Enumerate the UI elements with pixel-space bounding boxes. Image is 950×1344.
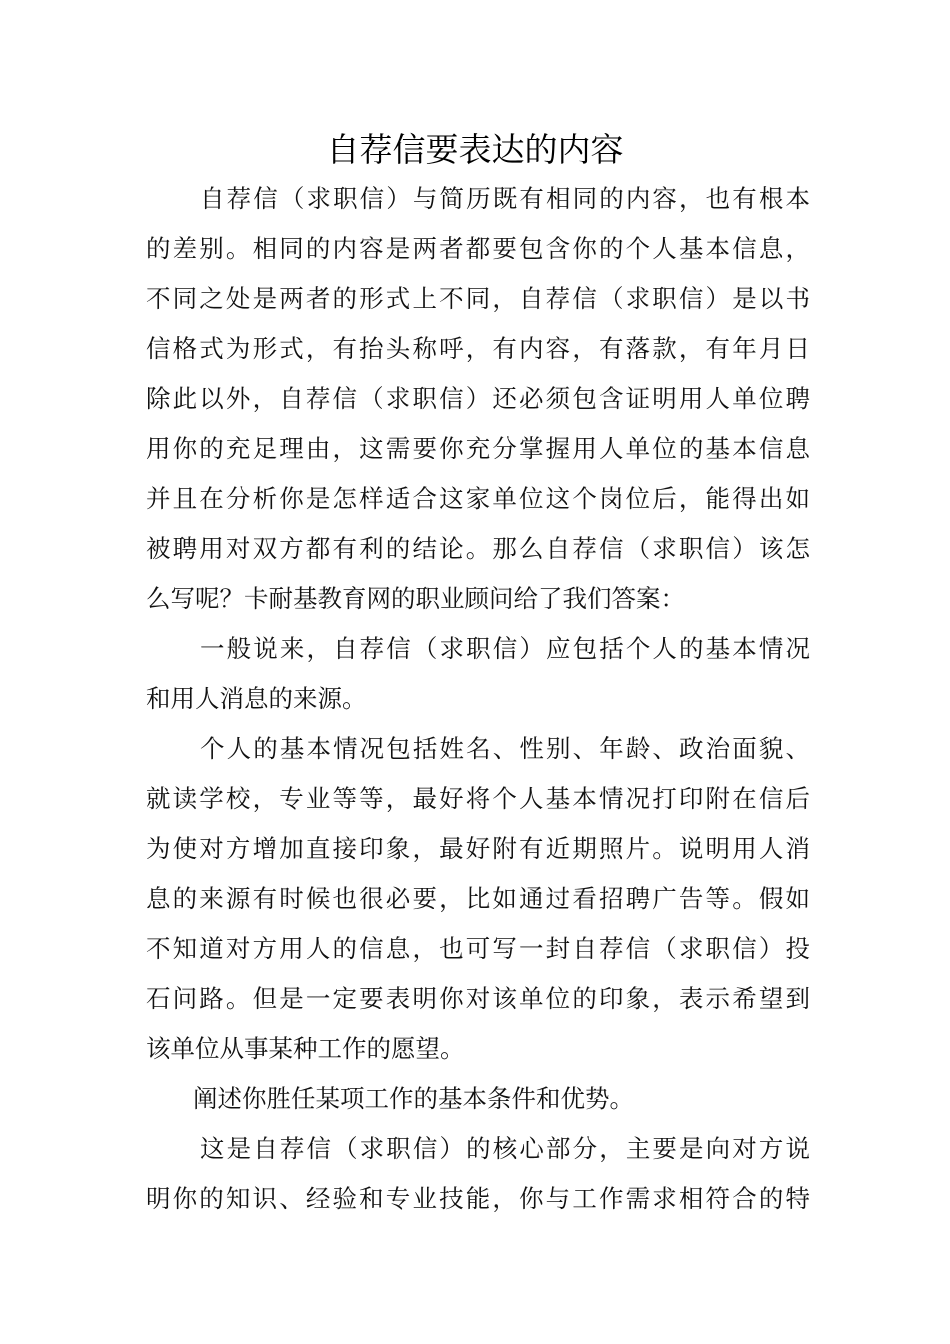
body-line: 并且在分析你是怎样适合这家单位这个岗位后，能得出如 [146,484,810,513]
body-line: 的差别。相同的内容是两者都要包含你的个人基本信息， [146,234,810,263]
body-line: 这是自荐信（求职信）的核心部分，主要是向对方说 [200,1134,810,1163]
body-line: 用你的充足理由，这需要你充分掌握用人单位的基本信息 [146,434,810,463]
body-line: 被聘用对双方都有利的结论。那么自荐信（求职信）该怎 [146,534,810,563]
body-line: 为使对方增加直接印象，最好附有近期照片。说明用人消 [146,834,810,863]
document-title: 自荐信要表达的内容 [326,130,624,169]
body-line: 除此以外，自荐信（求职信）还必须包含证明用人单位聘 [146,384,810,413]
body-line: 一般说来，自荐信（求职信）应包括个人的基本情况 [200,634,810,663]
body-line: 石问路。但是一定要表明你对该单位的印象，表示希望到 [146,984,810,1013]
body-line: 就读学校，专业等等，最好将个人基本情况打印附在信后 [146,784,810,813]
body-line: 阐述你胜任某项工作的基本条件和优势。 [193,1084,634,1113]
body-line: 么写呢？卡耐基教育网的职业顾问给了我们答案： [146,584,685,613]
body-line: 明你的知识、经验和专业技能，你与工作需求相符合的特 [146,1184,810,1213]
body-line: 不知道对方用人的信息，也可写一封自荐信（求职信）投 [146,934,810,963]
body-line: 个人的基本情况包括姓名、性别、年龄、政治面貌、 [200,734,810,763]
body-line: 不同之处是两者的形式上不同，自荐信（求职信）是以书 [146,284,810,313]
body-line: 自荐信（求职信）与简历既有相同的内容，也有根本 [200,184,810,213]
body-line: 信格式为形式，有抬头称呼，有内容，有落款，有年月日 [146,334,810,363]
body-line: 息的来源有时候也很必要，比如通过看招聘广告等。假如 [146,884,810,913]
body-line: 该单位从事某种工作的愿望。 [146,1034,465,1063]
body-line: 和用人消息的来源。 [146,684,367,713]
